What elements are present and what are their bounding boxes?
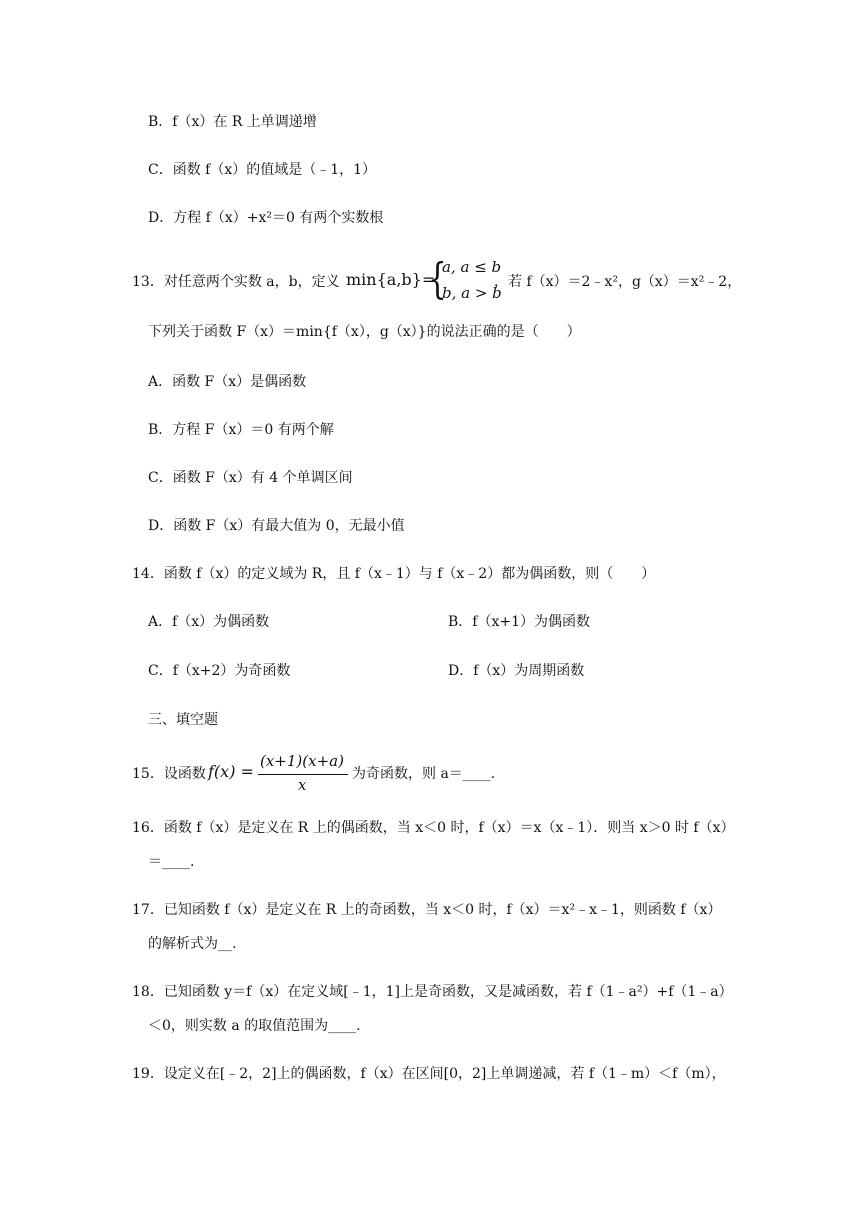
q15-stem-lead: 15．设函数 xyxy=(132,766,206,782)
q13-stem-tail: ，若 f（x）＝2﹣x²，g（x）＝x²﹣2， xyxy=(494,274,742,290)
q13-piecewise-brace: { xyxy=(428,254,447,303)
q17-line2: 的解析式为__. xyxy=(148,936,237,952)
q13-case-1: a, a ≤ b xyxy=(442,258,502,276)
q15-fraction-numerator: (x+1)(x+a) xyxy=(260,752,344,770)
q19-line1: 19．设定义在[﹣2，2]上的偶函数，f（x）在区间[0，2]上单调递减，若 f（1﹣m）＜f（m）， xyxy=(132,1066,726,1082)
q15-function-name: f(x) = xyxy=(208,762,254,781)
q14-option-b: B．f（x+1）为偶函数 xyxy=(448,614,591,630)
q13-stem-line2: 下列关于函数 F（x）＝min{f（x），g（x）}的说法正确的是（ ） xyxy=(148,324,581,340)
q13-case-2: b, a > b xyxy=(442,284,502,302)
q13-option-a: A．函数 F（x）是偶函数 xyxy=(148,374,307,390)
q14-option-c: C．f（x+2）为奇函数 xyxy=(148,663,291,679)
q12-option-b: B．f（x）在 R 上单调递增 xyxy=(148,114,317,130)
q15-fraction-denominator: x xyxy=(298,776,307,794)
q13-stem-lead: 13．对任意两个实数 a，b，定义 xyxy=(132,274,340,290)
q17-line1: 17．已知函数 f（x）是定义在 R 上的奇函数，当 x＜0 时，f（x）＝x²﹣x﹣1，则函数 f（x） xyxy=(132,902,722,918)
q14-stem: 14．函数 f（x）的定义域为 R，且 f（x﹣1）与 f（x﹣2）都为偶函数，则（ ） xyxy=(132,566,656,582)
q13-option-b: B．方程 F（x）＝0 有两个解 xyxy=(148,422,334,438)
q15-stem-tail: 为奇函数，则 a＝____. xyxy=(352,766,496,782)
q18-line2: ＜0，则实数 a 的取值范围为____. xyxy=(148,1018,361,1034)
q13-option-c: C．函数 F（x）有 4 个单调区间 xyxy=(148,470,353,486)
q12-option-d: D．方程 f（x）+x²＝0 有两个实数根 xyxy=(148,210,384,226)
q14-option-d: D．f（x）为周期函数 xyxy=(448,663,585,679)
q16-line1: 16．函数 f（x）是定义在 R 上的偶函数，当 x＜0 时，f（x）＝x（x﹣1）．则当 x＞0 时 f（x） xyxy=(132,820,735,836)
q18-line1: 18．已知函数 y＝f（x）在定义域[﹣1，1]上是奇函数，又是减函数，若 f（1﹣a²）+f（1﹣a） xyxy=(132,984,733,1000)
q13-option-d: D．函数 F（x）有最大值为 0，无最小值 xyxy=(148,518,405,534)
q15-fraction-bar xyxy=(258,774,348,775)
section-heading: 三、填空题 xyxy=(148,712,218,728)
q16-line2: ＝____. xyxy=(148,854,195,870)
q13-min-label: min{a,b}= xyxy=(346,270,436,289)
q12-option-c: C．函数 f（x）的值域是（﹣1，1） xyxy=(148,162,377,178)
q14-option-a: A．f（x）为偶函数 xyxy=(148,614,270,630)
